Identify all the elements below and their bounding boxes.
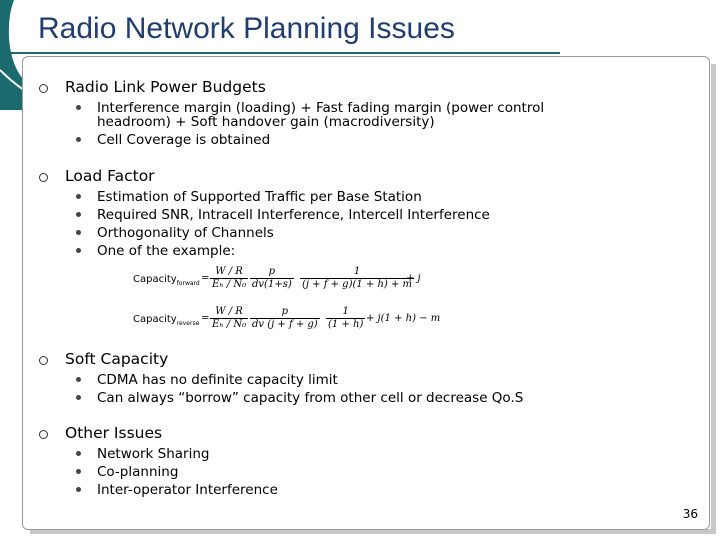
fraction: $\frac{1}{(1 + h)}$: [328, 306, 364, 330]
dot-bullet-icon: [76, 212, 81, 217]
section-heading: Other Issues: [65, 424, 163, 442]
list-item-text: Orthogonality of Channels: [97, 225, 274, 241]
dot-bullet-icon: [76, 469, 81, 474]
list-item: [0, 242, 720, 260]
section-radio-link-power-budgets: [0, 78, 720, 149]
section-heading: Soft Capacity: [65, 350, 169, 368]
section-other-issues: [0, 424, 720, 499]
list-item: [0, 206, 720, 224]
dot-bullet-icon: [76, 451, 81, 456]
section-heading: Radio Link Power Budgets: [65, 78, 266, 96]
list-item: [0, 481, 720, 499]
list-item: [0, 188, 720, 206]
dot-bullet-icon: [76, 377, 81, 382]
list-item-text: Required SNR, Intracell Interference, Intercell Interference: [97, 207, 490, 223]
section-soft-capacity: [0, 350, 720, 407]
dot-bullet-icon: [76, 105, 81, 110]
list-item-text: Co-planning: [97, 464, 179, 480]
dot-bullet-icon: [76, 248, 81, 253]
list-item-text: Interference margin (loading) + Fast fading margin (power control: [97, 100, 545, 116]
dot-bullet-icon: [76, 230, 81, 235]
list-item-text: Estimation of Supported Traffic per Base Station: [97, 189, 422, 205]
page-title: Radio Network Planning Issues: [38, 12, 455, 45]
list-item-text: Cell Coverage is obtained: [97, 132, 271, 148]
circle-bullet-icon: [39, 430, 48, 439]
formula-label: Capacity$_{reverse}$: [133, 314, 200, 327]
fraction: $\frac{W / R}{\text{Eₕ / N₀}}$: [212, 266, 247, 290]
fraction: $\frac{p}{dv (j + f + g)}$: [252, 306, 318, 330]
list-item: [0, 371, 720, 389]
formula-label: Capacity$_{forward}$: [133, 274, 200, 287]
list-item: [0, 389, 720, 407]
circle-bullet-icon: [39, 356, 48, 365]
list-item-text: One of the example:: [97, 243, 236, 259]
formula-capacity-forward: [128, 266, 438, 296]
list-item-text-continued: headroom) + Soft handover gain (macrodiversity): [97, 114, 435, 130]
dot-bullet-icon: [76, 194, 81, 199]
circle-bullet-icon: [39, 173, 48, 182]
list-item: [0, 463, 720, 481]
formula-tail: + j: [406, 273, 421, 284]
list-item: [0, 131, 720, 149]
formula-tail: + j(1 + h) − m: [366, 313, 441, 324]
dot-bullet-icon: [76, 487, 81, 492]
list-item-text: Inter-operator Interference: [97, 482, 278, 498]
dot-bullet-icon: [76, 395, 81, 400]
list-item-text: Can always “borrow” capacity from other cell or decrease Qo.S: [97, 390, 524, 406]
circle-bullet-icon: [39, 84, 48, 93]
formula-capacity-reverse: [128, 306, 441, 336]
section-load-factor: [0, 167, 720, 260]
title-underline: [0, 52, 560, 54]
fraction: $\frac{1}{(j + f + g)(1 + h) + m}$: [302, 266, 413, 290]
fraction: $\frac{W / R}{\text{Eₕ / N₀}}$: [212, 306, 247, 330]
fraction: $\frac{p}{dv(1+s)}$: [252, 266, 292, 290]
list-item-text: Network Sharing: [97, 446, 210, 462]
list-item: [0, 224, 720, 242]
list-item: [0, 99, 720, 131]
equals-sign: =: [201, 313, 210, 324]
equals-sign: =: [201, 273, 210, 284]
list-item-text: CDMA has no definite capacity limit: [97, 372, 338, 388]
list-item: [0, 445, 720, 463]
dot-bullet-icon: [76, 137, 81, 142]
section-heading: Load Factor: [65, 167, 155, 185]
page-number: 36: [682, 507, 698, 521]
